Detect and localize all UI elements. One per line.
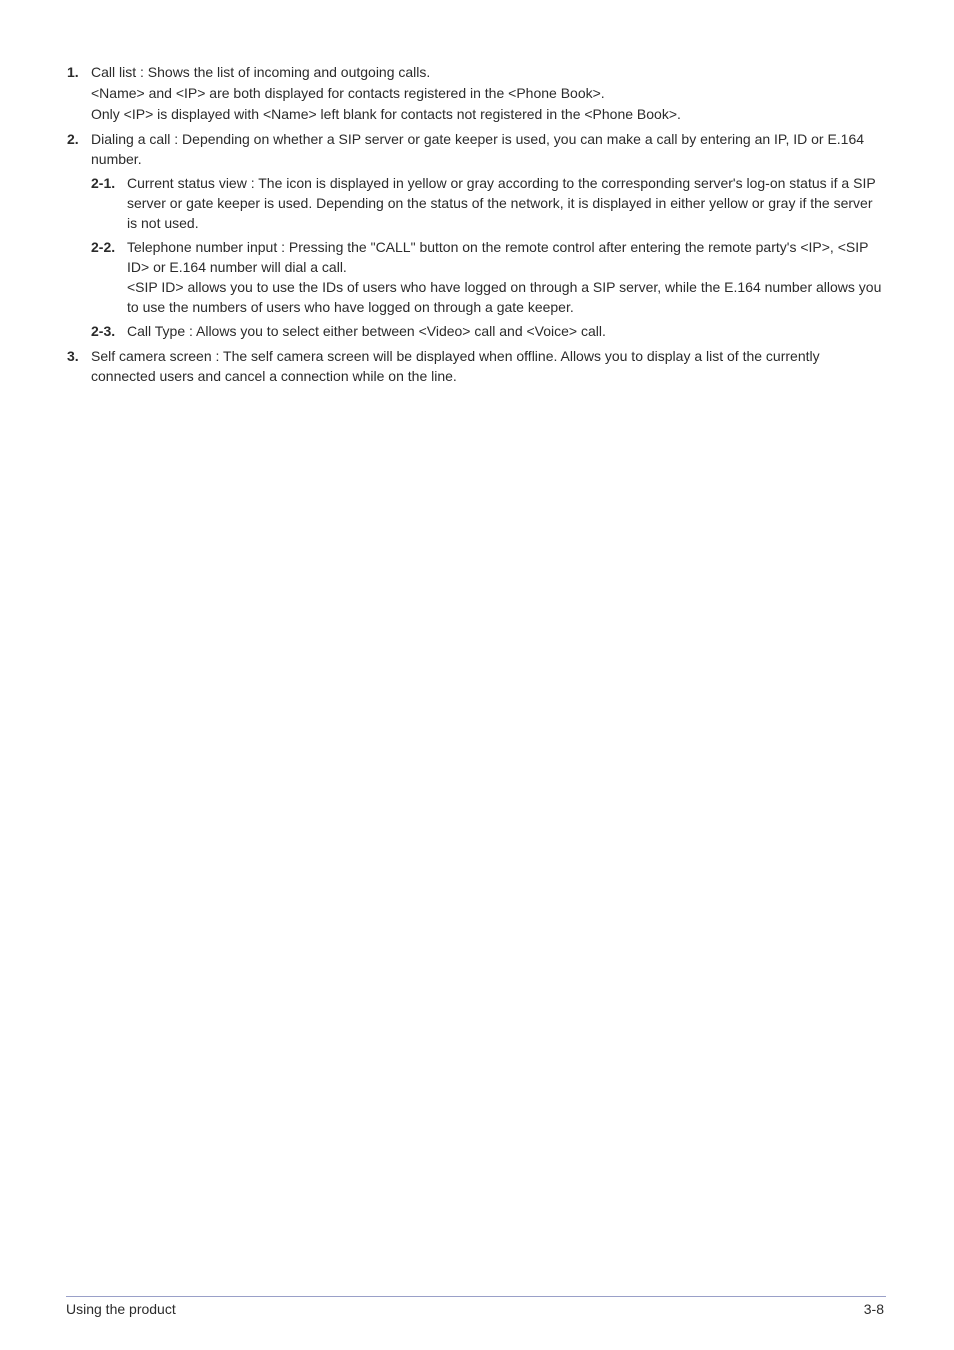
list-text: Call list : Shows the list of incoming and outgoing calls. [91, 64, 431, 80]
list-number: 3. [67, 348, 79, 364]
list-text: Only <IP> is displayed with <Name> left blank for contacts not registered in the <Phone Book>. [91, 106, 681, 122]
list-item-1 [0, 62, 954, 124]
sub-number: 2-1. [91, 175, 116, 191]
sub-text: Current status view : The icon is displayed in yellow or gray according to the corresponding server's log-on status if a SIP server or gate keeper is used. Depending on the status of the network, it is displayed in either yellow or gray if the server is not used. [127, 175, 876, 231]
list-number: 1. [67, 64, 79, 80]
sub-text: <SIP ID> allows you to use the IDs of users who have logged on through a SIP server, while the E.164 number allows you to use the numbers of users who have logged on through a gate keeper. [127, 279, 882, 315]
sub-text: Call Type : Allows you to select either between <Video> call and <Voice> call. [127, 323, 606, 339]
footer-page-number: 3-8 [863, 1301, 884, 1317]
sub-text: Telephone number input : Pressing the "CALL" button on the remote control after entering the remote party's <IP>, <SIP ID> or E.164 number will dial a call. [127, 239, 869, 275]
list-item-3 [0, 346, 954, 386]
list-text: Dialing a call : Depending on whether a SIP server or gate keeper is used, you can make a call by entering an IP, ID or E.164 number. [91, 131, 865, 167]
list-text: <Name> and <IP> are both displayed for contacts registered in the <Phone Book>. [91, 85, 605, 101]
list-item-2 [0, 129, 954, 341]
sub-number: 2-3. [91, 323, 116, 339]
list-text: Self camera screen : The self camera screen will be displayed when offline. Allows you to display a list of the currently connected users and cancel a connection while on the line. [91, 348, 820, 384]
sub-item-2-3 [91, 321, 884, 341]
footer-section-title: Using the product [66, 1301, 176, 1317]
sub-item-2-1 [91, 173, 884, 233]
sub-number: 2-2. [91, 239, 116, 255]
list-number: 2. [67, 131, 79, 147]
footer-divider [66, 1296, 886, 1297]
sub-item-2-2 [91, 237, 884, 317]
document-body [0, 62, 954, 391]
